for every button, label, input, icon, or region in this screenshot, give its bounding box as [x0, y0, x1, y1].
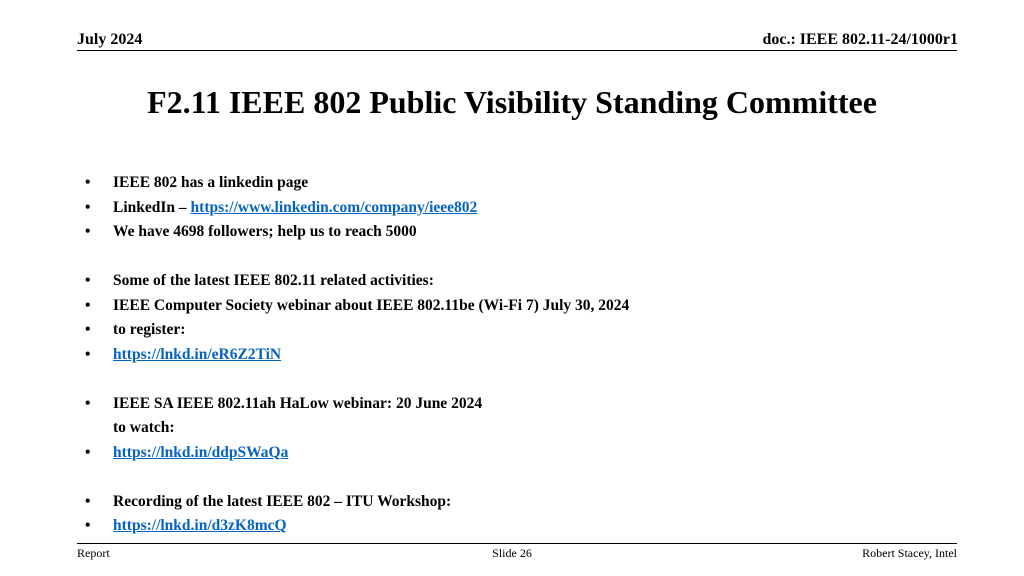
slide-title: F2.11 IEEE 802 Public Visibility Standing Committee [147, 84, 877, 120]
bullet-item [85, 514, 905, 539]
bullet-icon: • [85, 492, 91, 510]
header-doc-id: doc.: IEEE 802.11-24/1000r1 [762, 31, 958, 48]
bullet-icon: • [85, 174, 91, 191]
bullet-item [85, 196, 905, 221]
bullet-item [85, 318, 905, 343]
bullet-icon: • [85, 321, 91, 338]
bullet-text: IEEE Computer Society webinar about IEEE 802.11be (Wi-Fi 7) July 30, 2024 [113, 296, 630, 314]
spacer [85, 245, 905, 270]
header-divider [77, 50, 957, 51]
bullet-icon: • [85, 443, 91, 461]
register-link[interactable]: https://lnkd.in/eR6Z2TiN [113, 345, 282, 363]
bullet-text: IEEE 802 has a linkedin page [113, 174, 309, 191]
bullet-list [85, 171, 905, 539]
bullet-item [85, 220, 905, 245]
footer-author: Robert Stacey, Intel [862, 546, 957, 560]
bullet-item [85, 343, 905, 368]
bullet-item [85, 269, 905, 294]
bullet-icon: • [85, 517, 91, 534]
bullet-item [85, 171, 905, 196]
bullet-icon: • [85, 345, 91, 363]
bullet-item [85, 392, 905, 441]
bullet-text: We have 4698 followers; help us to reach 5000 [113, 223, 417, 240]
bullet-item [85, 441, 905, 466]
watch-link[interactable]: https://lnkd.in/ddpSWaQa [113, 443, 289, 461]
spacer [85, 367, 905, 392]
bullet-icon: • [85, 272, 91, 289]
linkedin-link[interactable]: https://www.linkedin.com/company/ieee802 [190, 198, 478, 216]
bullet-icon: • [85, 296, 91, 314]
bullet-item [85, 490, 905, 515]
bullet-text: Some of the latest IEEE 802.11 related activities: [113, 272, 434, 289]
footer-divider [77, 543, 957, 544]
bullet-icon: • [85, 198, 91, 216]
spacer [85, 465, 905, 490]
bullet-icon: • [85, 223, 91, 240]
bullet-icon: • [85, 394, 91, 412]
bullet-text: IEEE SA IEEE 802.11ah HaLow webinar: 20 June 2024 [113, 394, 483, 412]
bullet-text: Recording of the latest IEEE 802 – ITU Workshop: [113, 492, 452, 510]
slide-number: Slide 26 [492, 546, 532, 560]
bullet-text: to register: [113, 321, 186, 338]
recording-link[interactable]: https://lnkd.in/d3zK8mcQ [113, 517, 287, 534]
bullet-text: to watch: [113, 419, 175, 436]
bullet-item [85, 294, 905, 319]
footer-left: Report [77, 546, 110, 560]
header-date: July 2024 [77, 31, 143, 48]
bullet-text: LinkedIn – [113, 198, 191, 216]
